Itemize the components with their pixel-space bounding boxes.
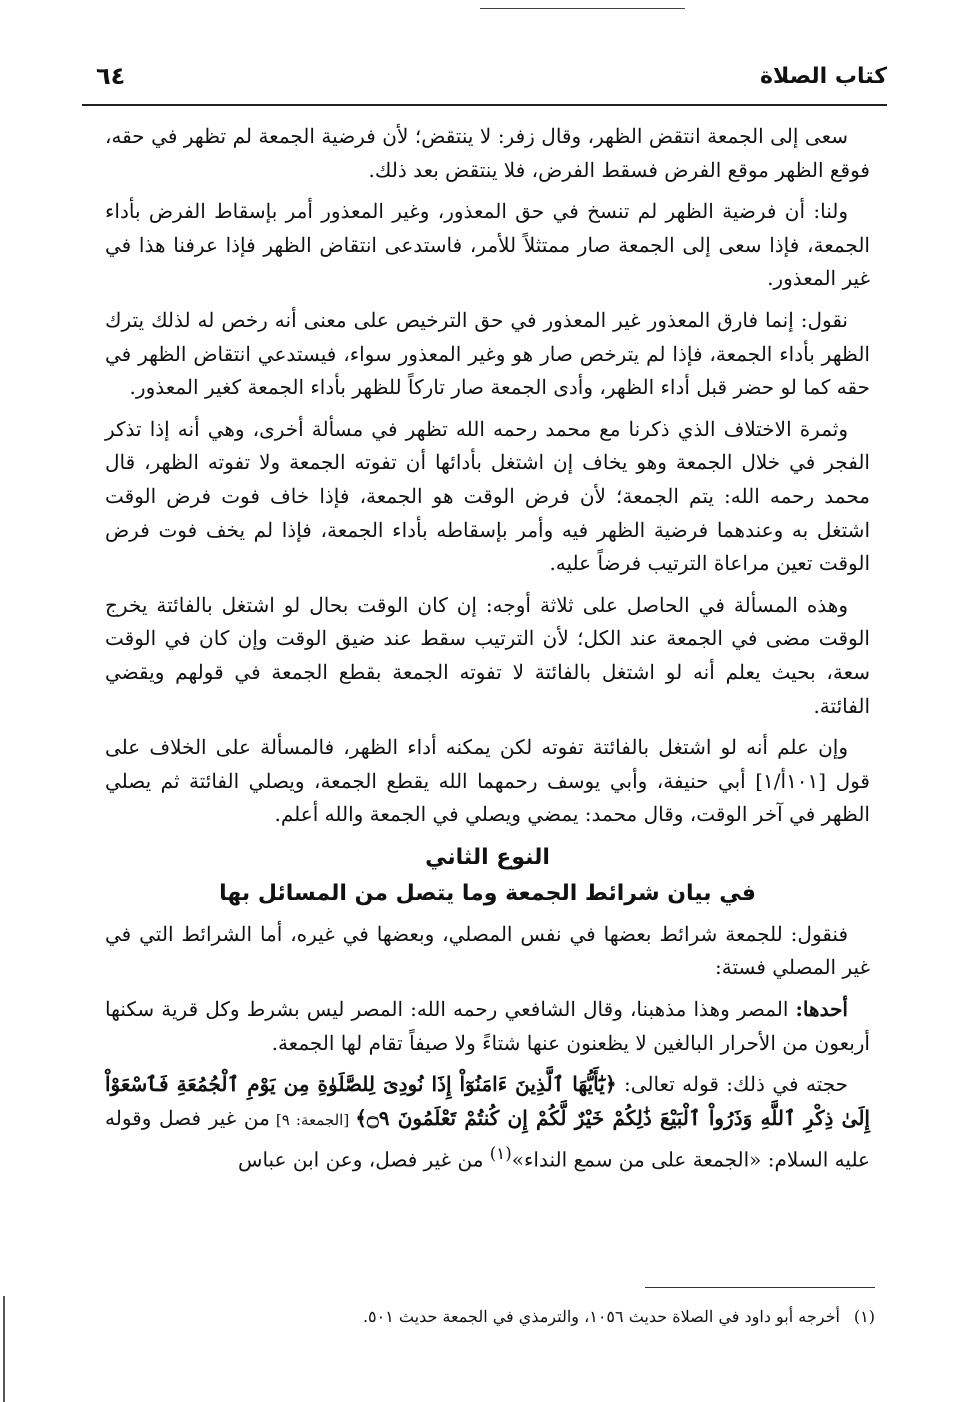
section-subheading: في بيان شرائط الجمعة وما يتصل من المسائل بها xyxy=(219,880,756,906)
quran-verse: ﴿يَٰٓأَيُّهَا ٱلَّذِينَ ءَامَنُوٓاْ إِذَا نُودِىَ لِلصَّلَوٰةِ مِن يَوْمِ ٱلْجُمُعَةِ فَٱسْعَوْاْ إِلَىٰ ذِكْرِ ٱللَّهِ وَذَرُواْ ٱلْبَيْعَ ذَٰلِكُمْ خَيْرٌ لَّكُمْ إِن كُنتُمْ تَعْلَمُونَ ۝٩﴾ xyxy=(105,1072,870,1130)
paragraph-text: من غير فصل، وعن ابن عباس xyxy=(238,1148,490,1173)
paragraph: وثمرة الاختلاف الذي ذكرنا مع محمد رحمه الله تظهر في مسألة أخرى، وهي أنه إذا تذكر الفجر في خلال الجمعة وهو يخاف إن اشتغل بأدائها أن تفوته الجمعة ولا تفوته الظهر، قال محمد رحمه الله: يتم الجمعة؛ لأن فرض الوقت هو الجمعة، فإذا خاف فوت فرض الوقت اشتغل به وعندهما فرضية الظهر فيه وأمر بإسقاطه بأداء الجمعة، فإذا لم يخف فوت فرض الوقت تعين مراعاة الترتيب فرضاً عليه. xyxy=(105,416,870,576)
page-body xyxy=(105,120,870,1186)
footnote-text: أخرجه أبو داود في الصلاة حديث ١٠٥٦، والترمذي في الجمعة حديث ٥٠١. xyxy=(362,1307,840,1326)
paragraph: نقول: إنما فارق المعذور غير المعذور في حق الترخيص على معنى أنه رخص له لذلك يترك الظهر بأداء الجمعة، فإذا لم يترخص صار هو وغير المعذور سواء، فيستدعي انتقاض الظهر في حقه كما لو حضر قبل أداء الظهر، وأدى الجمعة صار تاركاً للظهر بأداء الجمعة كغير المعذور. xyxy=(105,307,870,400)
paragraph xyxy=(105,993,870,1060)
lead-term: أحدها: xyxy=(795,997,848,1022)
section-heading: النوع الثاني xyxy=(425,844,550,870)
footnote-number: (١) xyxy=(853,1307,875,1326)
top-scan-rule xyxy=(480,8,685,9)
footnote xyxy=(105,1304,875,1330)
verse-citation: [الجمعة: ٩] xyxy=(269,1110,356,1129)
footnote-divider xyxy=(645,1287,875,1288)
scan-edge-mark xyxy=(3,1296,5,1402)
page-number: ٦٤ xyxy=(96,62,126,90)
footnote-marker: (١) xyxy=(489,1144,512,1164)
paragraph: وهذه المسألة في الحاصل على ثلاثة أوجه: إن كان الوقت بحال لو اشتغل بالفائتة يخرج الوقت مضى في الجمعة عند الكل؛ لأن الترتيب سقط عند ضيق الوقت وإن كان في الوقت سعة، بحيث يعلم أنه لو اشتغل بالفائتة لا تفوته الجمعة بقطع الجمعة في قولهم ويقضي الفائتة. xyxy=(105,592,870,718)
page-header xyxy=(82,58,887,106)
paragraph: سعى إلى الجمعة انتقض الظهر، وقال زفر: لا ينتقض؛ لأن فرضية الجمعة لم تظهر في حقه، فوقع الظهر موقع الفرض فسقط الفرض، فلا ينتقض بعد ذلك. xyxy=(105,124,870,182)
paragraph: فنقول: للجمعة شرائط بعضها في نفس المصلي، وبعضها في غيره، أما الشرائط التي في غير المصلي فستة: xyxy=(105,921,870,980)
paragraph-text: من غير فصل وقوله عليه السلام: «الجمعة على من سمع النداء» xyxy=(105,1105,870,1173)
paragraph: وإن علم أنه لو اشتغل بالفائتة تفوته لكن يمكنه أداء الظهر، فالمسألة على الخلاف على قول [١٠١أ/١] أبي حنيفة، وأبي يوسف رحمهما الله يقطع الجمعة، ويصلي الفائتة ثم يصلي الظهر في آخر الوقت، وقال محمد: يمضي ويصلي في الجمعة والله أعلم. xyxy=(105,735,870,827)
paragraph-text: المصر وهذا مذهبنا، وقال الشافعي رحمه الله: المصر ليس بشرط وكل قرية سكنها أربعون من الأحرار البالغين لا يظعنون عنها شتاءً ولا صيفاً تقام لها الجمعة. xyxy=(105,997,870,1055)
book-title: كتاب الصلاة xyxy=(760,64,887,89)
paragraph: ولنا: أن فرضية الظهر لم تنسخ في حق المعذور، وغير المعذور أمر بإسقاط الفرض بأداء الجمعة، فإذا سعى إلى الجمعة صار ممتثلاً للأمر، فاستدعى انتقاض الظهر فإذا عرفنا هذا في غير المعذور. xyxy=(105,199,870,291)
paragraph xyxy=(105,1068,870,1177)
paragraph-intro: حجته في ذلك: قوله تعالى: xyxy=(616,1072,848,1097)
